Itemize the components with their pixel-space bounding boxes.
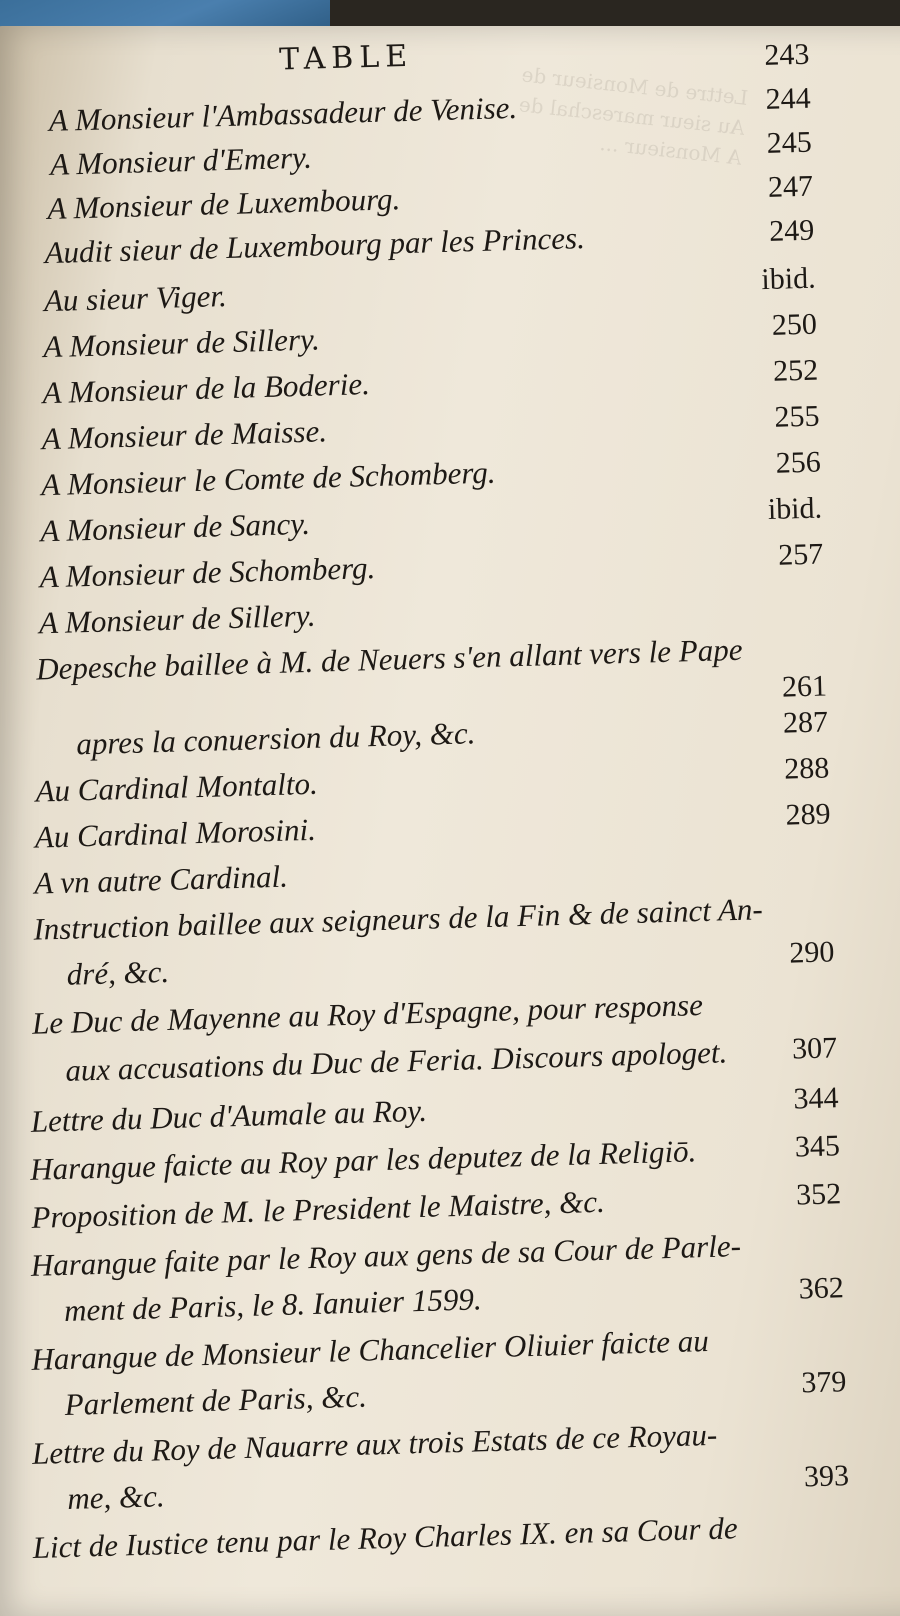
page-header: TABLE xyxy=(278,38,414,78)
entry-title: A Monsieur de la Boderie. xyxy=(41,366,371,411)
page-number: 252 xyxy=(772,353,819,388)
page-number: 247 xyxy=(767,169,814,204)
page-number: ibid. xyxy=(760,261,817,297)
page-number: 352 xyxy=(795,1177,842,1212)
entry-title: Lettre du Duc d'Aumale au Roy. xyxy=(30,1092,428,1139)
entry-title: Parlement de Paris, &c. xyxy=(64,1378,368,1422)
entry-title: aux accusations du Duc de Feria. Discours apologet. xyxy=(64,1034,728,1088)
page-number: 249 xyxy=(768,213,815,248)
page-number: 245 xyxy=(766,125,813,160)
entry-title: Au sieur Viger. xyxy=(43,278,228,319)
entry-title: A Monsieur de Luxembourg. xyxy=(46,181,401,227)
entry-title: A Monsieur de Sillery. xyxy=(38,597,316,641)
entry-title: Proposition de M. le President le Maistre, &c. xyxy=(31,1183,606,1235)
entry-title: A Monsieur d'Emery. xyxy=(49,139,313,182)
entry-title: me, &c. xyxy=(66,1478,166,1516)
page-number: 289 xyxy=(785,797,831,832)
page-number: 393 xyxy=(803,1459,850,1494)
entry-title: A vn autre Cardinal. xyxy=(33,858,289,901)
entry-title: A Monsieur de Schomberg. xyxy=(39,550,376,595)
page-number: 256 xyxy=(775,445,822,480)
entry-title: Harangue de Monsieur le Chancelier Oliuier faicte au xyxy=(30,1322,710,1377)
page-number: 379 xyxy=(800,1365,847,1400)
page-number: 307 xyxy=(791,1031,838,1066)
entry-title: Depesche baillee à M. de Neuers s'en allant vers le Pape xyxy=(35,631,743,687)
entry-title: ment de Paris, le 8. Ianuier 1599. xyxy=(63,1281,483,1328)
entry-title: dré, &c. xyxy=(66,953,170,992)
show-through-text: Lettre de Monsieur de Au sieur mareschal de A Monsieur ... xyxy=(517,62,750,170)
entry-title: apres la conuersion du Roy, &c. xyxy=(75,715,476,762)
entry-title: Harangue faicte au Roy par les deputez de la Religiō. xyxy=(29,1133,697,1187)
page-number: 345 xyxy=(794,1129,841,1164)
page-number: 288 xyxy=(783,751,830,786)
page-number: 261 xyxy=(781,669,828,704)
entry-title: A Monsieur de Sillery. xyxy=(42,321,321,365)
entry-title: A Monsieur l'Ambassadeur de Venise. xyxy=(48,89,518,138)
entry-title: A Monsieur de Sancy. xyxy=(39,505,311,549)
page-number: 362 xyxy=(798,1271,845,1306)
page-number: 287 xyxy=(782,705,829,740)
page-number: 257 xyxy=(777,537,824,572)
page-number: ibid. xyxy=(767,491,823,527)
entry-title: A Monsieur le Comte de Schomberg. xyxy=(40,454,496,503)
page-number: 290 xyxy=(788,935,835,970)
entry-title: Lettre du Roy de Nauarre aux trois Estats de ce Royau- xyxy=(31,1416,718,1471)
page-number: 244 xyxy=(765,81,812,116)
page-number: 250 xyxy=(771,307,818,342)
entry-title: A Monsieur de Maisse. xyxy=(41,413,328,457)
entry-title: Le Duc de Mayenne au Roy d'Espagne, pour response xyxy=(31,987,704,1041)
entry-title: Au Cardinal Montalto. xyxy=(35,765,319,809)
toc-entry xyxy=(0,36,879,72)
entry-title: Au Cardinal Morosini. xyxy=(34,811,317,855)
page-number: 243 xyxy=(763,37,810,72)
entry-title: Lict de Iustice tenu par le Roy Charles IX. en sa Cour de xyxy=(32,1510,739,1565)
entry-title: Harangue faite par le Roy aux gens de sa Cour de Parle- xyxy=(30,1228,742,1283)
entry-title: Audit sieur de Luxembourg par les Princes. xyxy=(44,220,586,271)
page-number: 255 xyxy=(773,399,820,434)
toc-entry xyxy=(0,703,897,762)
page-number: 344 xyxy=(793,1081,839,1116)
entry-title: Instruction baillee aux seigneurs de la Fin & de sainct An- xyxy=(32,891,764,947)
